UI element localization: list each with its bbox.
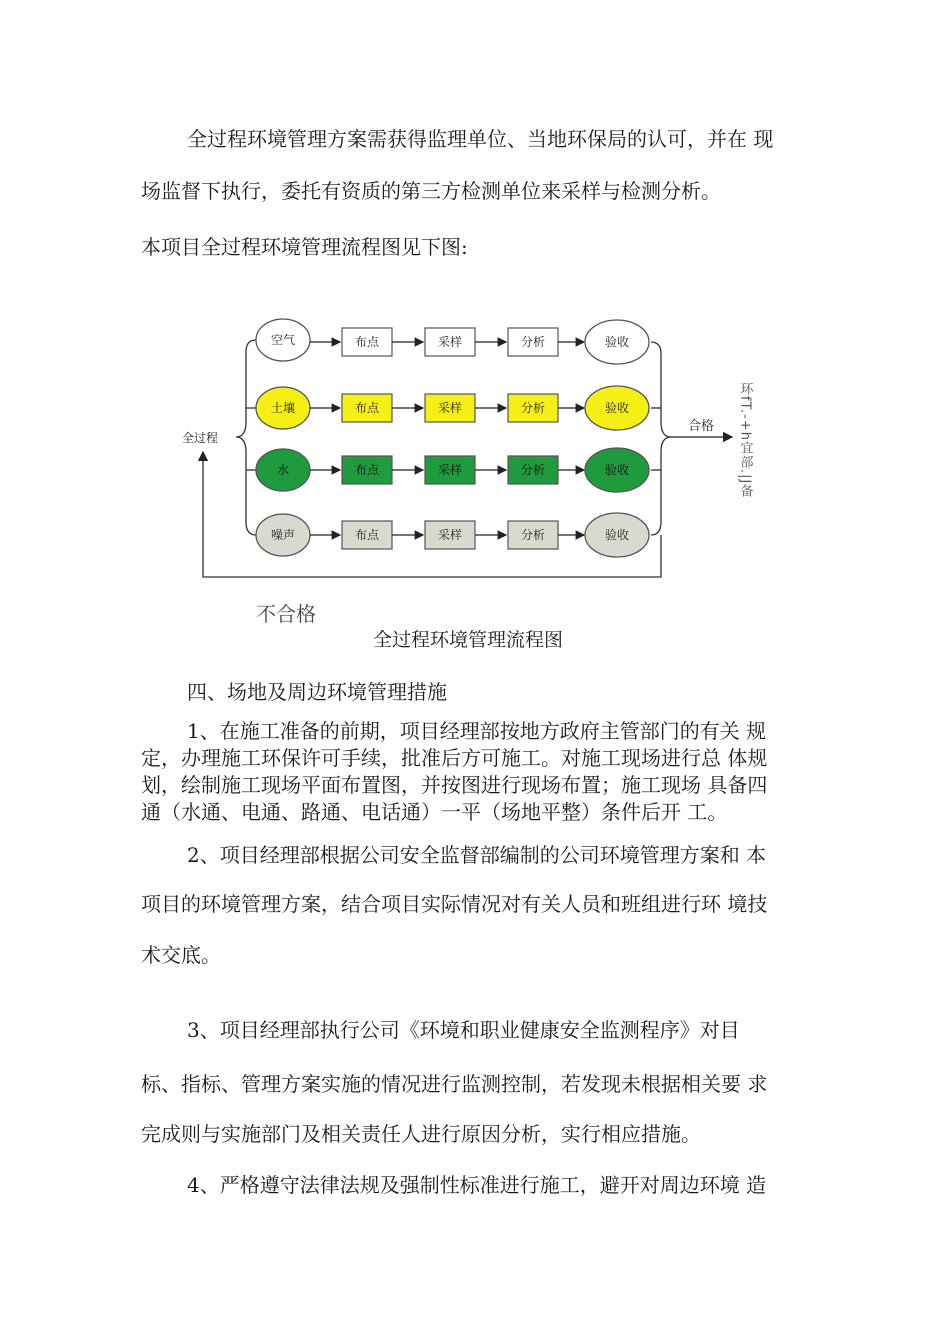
intro-line-1: 全过程环境管理方案需获得监理单位、当地环保局的认可，并在 现 bbox=[187, 127, 774, 151]
fail-label: 不合格 bbox=[256, 602, 316, 626]
step-label: 布点 bbox=[354, 463, 380, 477]
left-branch-bracket bbox=[236, 340, 256, 535]
step-label: 布点 bbox=[354, 528, 380, 542]
step-label: 采样 bbox=[437, 528, 463, 542]
output-label: 环fT.-+h宜部.|J备 bbox=[737, 382, 753, 499]
step-label: 分析 bbox=[520, 335, 546, 349]
item-1-line: 定，办理施工环保许可手续，批准后方可施工。对施工现场进行总 体规 bbox=[141, 746, 768, 770]
intro-line-3: 本项目全过程环境管理流程图见下图: bbox=[141, 235, 468, 259]
end-label: 验收 bbox=[604, 401, 630, 415]
step-label: 布点 bbox=[354, 401, 380, 415]
flow-row-soil bbox=[256, 386, 649, 430]
step-label: 采样 bbox=[437, 463, 463, 477]
end-label: 验收 bbox=[604, 335, 630, 349]
step-label: 布点 bbox=[354, 335, 380, 349]
item-3-line: 3、项目经理部执行公司《环境和职业健康安全监测程序》对目 bbox=[187, 1018, 740, 1042]
item-2-line: 项目的环境管理方案，结合项目实际情况对有关人员和班组进行环 境技 bbox=[141, 892, 768, 916]
intro-line-2: 场监督下执行，委托有资质的第三方检测单位来采样与检测分析。 bbox=[141, 179, 721, 203]
media-label: 土壤 bbox=[270, 401, 296, 415]
item-3-line: 完成则与实施部门及相关责任人进行原因分析，实行相应措施。 bbox=[141, 1122, 701, 1146]
media-label: 水 bbox=[276, 463, 290, 477]
step-label: 分析 bbox=[520, 528, 546, 542]
item-1-line: 1、在施工准备的前期，项目经理部按地方政府主管部门的有关 规 bbox=[187, 719, 767, 743]
end-label: 验收 bbox=[604, 463, 630, 477]
item-1-line: 划，绘制施工现场平面布置图，并按图进行现场布置；施工现场 具备四 bbox=[141, 773, 768, 797]
step-label: 分析 bbox=[520, 463, 546, 477]
flow-row-noise bbox=[256, 513, 649, 557]
step-label: 采样 bbox=[437, 335, 463, 349]
figure-caption: 全过程环境管理流程图 bbox=[373, 629, 564, 651]
item-2-line: 2、项目经理部根据公司安全监督部编制的公司环境管理方案和 本 bbox=[187, 843, 767, 867]
item-3-line: 标、指标、管理方案实施的情况进行监测控制，若发现未根据相关要 求 bbox=[141, 1072, 768, 1096]
item-2-line: 术交底。 bbox=[141, 943, 221, 967]
step-label: 采样 bbox=[437, 401, 463, 415]
section-heading: 四、场地及周边环境管理措施 bbox=[187, 680, 447, 704]
right-merge-bracket bbox=[651, 342, 671, 535]
item-1-line: 通（水通、电通、路通、电话通）一平（场地平整）条件后开 工。 bbox=[141, 800, 728, 824]
media-label: 噪声 bbox=[270, 528, 296, 542]
item-4-line: 4、严格遵守法律法规及强制性标准进行施工，避开对周边环境 造 bbox=[187, 1173, 767, 1197]
start-label: 全过程 bbox=[182, 431, 219, 445]
media-label: 空气 bbox=[270, 333, 296, 347]
pass-label: 合格 bbox=[688, 419, 715, 434]
end-label: 验收 bbox=[604, 528, 630, 542]
flow-row-air bbox=[256, 319, 649, 364]
flow-row-water bbox=[256, 448, 649, 492]
environment-management-flowchart bbox=[170, 305, 790, 625]
step-label: 分析 bbox=[520, 401, 546, 415]
